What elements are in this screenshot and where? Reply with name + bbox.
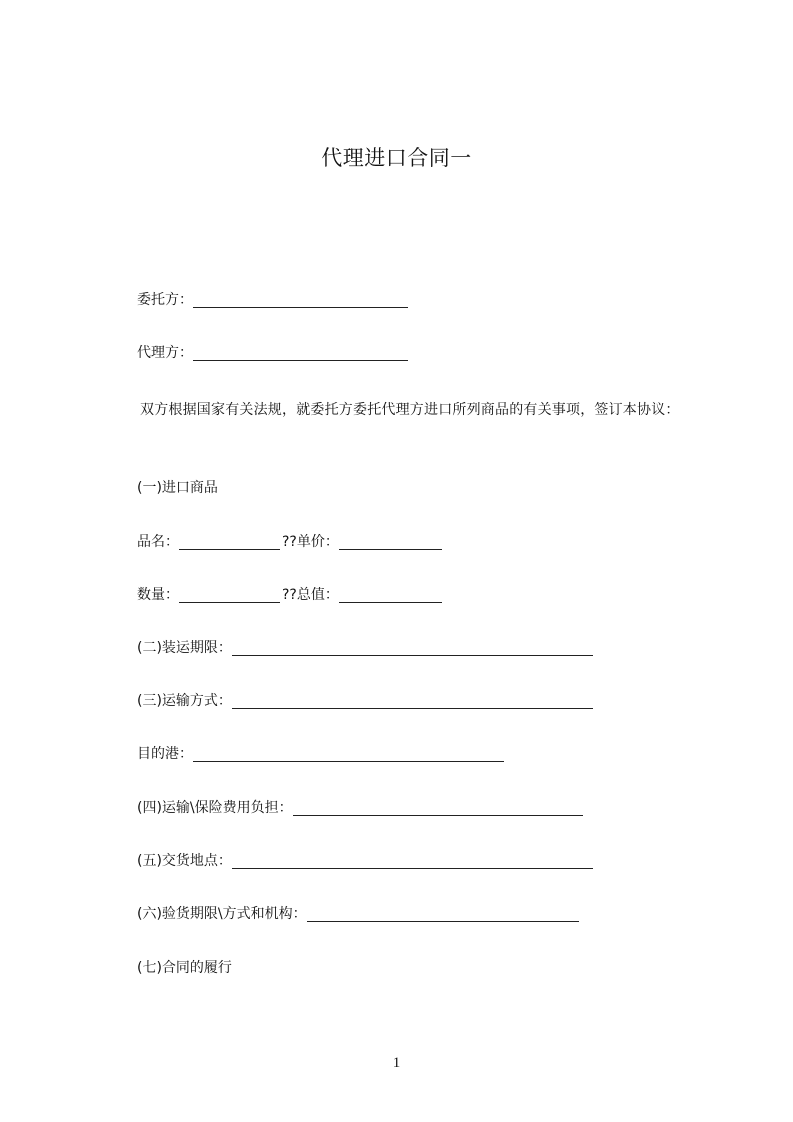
agent-label: 代理方：	[137, 345, 193, 361]
section1-heading	[137, 478, 218, 498]
preamble-paragraph: 双方根据国家有关法规，就委托方委托代理方进口所列商品的有关事项，签订本协议：	[140, 402, 680, 418]
product-name-line	[137, 532, 442, 552]
total-value-label: ??总值：	[282, 587, 339, 603]
delivery-place-label: (五)交货地点：	[137, 853, 232, 869]
freight-insurance-label: (四)运输\保险费用负担：	[137, 800, 293, 816]
total-value-blank[interactable]	[339, 588, 442, 603]
shipment-period-blank[interactable]	[232, 641, 593, 656]
principal-blank[interactable]	[193, 293, 408, 308]
agent-blank[interactable]	[193, 346, 408, 361]
section1-heading-text: (一)进口商品	[137, 480, 218, 496]
transport-mode-line	[137, 691, 593, 711]
inspection-label: (六)验货期限\方式和机构：	[137, 906, 307, 922]
quantity-blank[interactable]	[179, 588, 280, 603]
product-name-blank[interactable]	[179, 535, 280, 550]
agent-line	[137, 343, 408, 363]
freight-insurance-blank[interactable]	[293, 801, 583, 816]
section7-heading-text: (七)合同的履行	[137, 960, 232, 976]
transport-mode-blank[interactable]	[232, 694, 593, 709]
document-title: 代理进口合同一	[321, 146, 472, 170]
quantity-label: 数量：	[137, 587, 179, 603]
shipment-period-line	[137, 638, 593, 658]
unit-price-blank[interactable]	[339, 535, 442, 550]
inspection-line	[137, 904, 579, 924]
destination-port-label: 目的港：	[137, 746, 193, 762]
principal-line	[137, 290, 408, 310]
transport-mode-label: (三)运输方式：	[137, 693, 232, 709]
delivery-place-line	[137, 851, 593, 871]
principal-label: 委托方：	[137, 292, 193, 308]
quantity-line	[137, 585, 442, 605]
unit-price-label: ??单价：	[282, 534, 339, 550]
destination-port-blank[interactable]	[193, 747, 504, 762]
delivery-place-blank[interactable]	[232, 854, 593, 869]
destination-port-line	[137, 744, 504, 764]
inspection-blank[interactable]	[307, 907, 579, 922]
shipment-period-label: (二)装运期限：	[137, 640, 232, 656]
freight-insurance-line	[137, 798, 583, 818]
product-name-label: 品名：	[137, 534, 179, 550]
page-number: 1	[392, 1055, 401, 1071]
section7-heading	[137, 958, 232, 978]
